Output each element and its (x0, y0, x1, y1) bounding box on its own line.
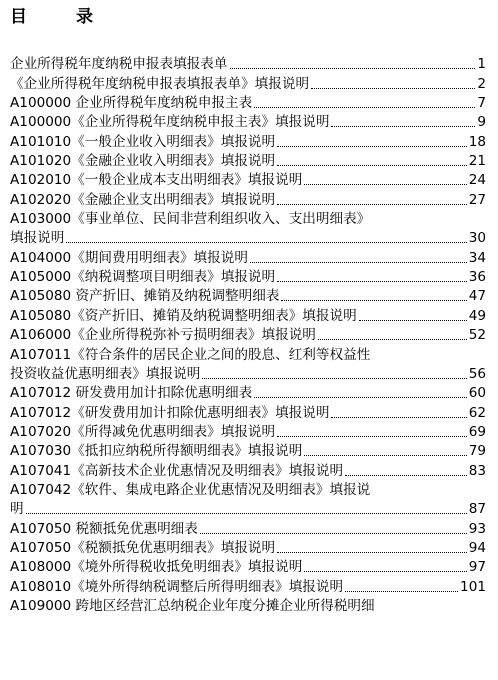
toc-entry[interactable] (10, 364, 486, 383)
toc-dot-leader (277, 204, 467, 205)
toc-entry-text: A101010《一般企业收入明细表》填报说明 (10, 133, 276, 150)
toc-entry[interactable] (10, 209, 486, 228)
toc-page-number: 56 (468, 365, 486, 382)
toc-entry[interactable] (10, 286, 486, 305)
toc-page-number: 52 (468, 327, 486, 344)
toc-entry-text: A107020《所得减免优惠明细表》填报说明 (10, 423, 276, 440)
toc-page-number: 79 (468, 443, 486, 460)
toc-dot-leader (277, 281, 467, 282)
toc-entry[interactable] (10, 151, 486, 170)
toc-dot-leader (281, 300, 466, 301)
toc-entry[interactable] (10, 538, 486, 557)
toc-heading: 目 录 (10, 7, 109, 27)
toc-page-number: 97 (468, 559, 486, 576)
toc-entry[interactable] (10, 247, 486, 266)
toc-entry-text: A107030《抵扣应纳税所得额明细表》填报说明 (10, 443, 303, 460)
toc-page-number: 27 (468, 191, 486, 208)
toc-entry-text: A100000 企业所得税年度纳税申报主表 (10, 95, 253, 112)
toc-entry[interactable] (10, 441, 486, 460)
toc-page-number: 69 (468, 423, 486, 440)
toc-entry-text: A103000《事业单位、民间非营利组织收入、支出明细表》 (10, 211, 371, 228)
toc-page-number: 21 (468, 153, 486, 170)
toc-dot-leader (200, 533, 467, 534)
toc-page-number: 9 (477, 114, 486, 131)
toc-entry[interactable] (10, 93, 486, 112)
toc-dot-leader (254, 107, 475, 108)
toc-entry-text: A108010《境外所得纳税调整后所得明细表》填报说明 (10, 578, 344, 595)
toc-entry-text: A107041《高新技术企业优惠情况及明细表》填报说明 (10, 462, 344, 479)
toc-entry[interactable] (10, 402, 486, 421)
toc-page-number: 34 (468, 249, 486, 266)
toc-dot-leader (202, 378, 466, 379)
toc-page-number: 36 (468, 269, 486, 286)
toc-entry[interactable] (10, 305, 486, 324)
toc-entry-text: A105000《纳税调整项目明细表》填报说明 (10, 269, 276, 286)
toc-dot-leader (331, 417, 466, 418)
toc-entry-text: A102010《一般企业成本支出明细表》填报说明 (10, 172, 303, 189)
toc-page-number: 2 (477, 75, 486, 92)
toc-dot-leader (304, 184, 466, 185)
toc-entry[interactable] (10, 267, 486, 286)
toc-entry[interactable] (10, 344, 486, 363)
toc-entry[interactable] (10, 54, 486, 73)
toc-list (10, 54, 486, 615)
toc-dot-leader (26, 513, 467, 514)
toc-dot-leader (230, 68, 476, 69)
toc-dot-leader (318, 339, 467, 340)
toc-page-number: 24 (468, 172, 486, 189)
toc-entry[interactable] (10, 499, 486, 518)
toc-entry-text: A104000《期间费用明细表》填报说明 (10, 249, 248, 266)
toc-page-number: 49 (468, 307, 486, 324)
toc-dot-leader (304, 571, 466, 572)
toc-entry-text: A105080 资产折旧、摊销及纳税调整明细表 (10, 288, 280, 305)
toc-entry-text: A105080《资产折旧、摊销及纳税调整明细表》填报说明 (10, 307, 357, 324)
toc-entry[interactable] (10, 228, 486, 247)
toc-entry[interactable] (10, 480, 486, 499)
toc-dot-leader (304, 455, 466, 456)
toc-page-number: 47 (468, 288, 486, 305)
toc-entry-text: A109000 跨地区经营汇总纳税企业年度分摊企业所得税明细 (10, 597, 375, 614)
toc-dot-leader (250, 262, 467, 263)
toc-dot-leader (331, 126, 475, 127)
toc-page-number: 7 (477, 95, 486, 112)
toc-entry-text: 投资收益优惠明细表》填报说明 (10, 365, 201, 382)
toc-entry[interactable] (10, 325, 486, 344)
toc-entry[interactable] (10, 112, 486, 131)
toc-dot-leader (277, 165, 467, 166)
toc-page-number: 94 (468, 539, 486, 556)
toc-page-number: 83 (468, 462, 486, 479)
toc-page-number: 60 (468, 385, 486, 402)
toc-dot-leader (345, 475, 467, 476)
toc-page-number: 62 (468, 404, 486, 421)
toc-dot-leader (345, 591, 458, 592)
toc-entry-text: A100000《企业所得税年度纳税申报主表》填报说明 (10, 114, 330, 131)
toc-entry[interactable] (10, 518, 486, 537)
toc-page-number: 30 (468, 230, 486, 247)
toc-dot-leader (254, 397, 466, 398)
toc-page-number: 1 (477, 56, 486, 73)
toc-entry-text: 《企业所得税年度纳税申报表填报表单》填报说明 (10, 75, 310, 92)
toc-entry[interactable] (10, 422, 486, 441)
toc-dot-leader (359, 320, 467, 321)
toc-entry-text: A106000《企业所得税弥补亏损明细表》填报说明 (10, 327, 316, 344)
toc-page-number: 101 (460, 578, 486, 595)
toc-dot-leader (277, 146, 467, 147)
toc-entry-text: A107050 税额抵免优惠明细表 (10, 520, 198, 537)
toc-entry[interactable] (10, 73, 486, 92)
toc-entry-text: 明 (10, 501, 24, 518)
toc-dot-leader (66, 242, 466, 243)
toc-entry-text: 填报说明 (10, 230, 65, 247)
toc-page-number: 18 (468, 133, 486, 150)
toc-entry[interactable] (10, 131, 486, 150)
toc-entry-text: A102020《金融企业支出明细表》填报说明 (10, 191, 276, 208)
toc-page-number: 87 (468, 501, 486, 518)
toc-entry-text: A107011《符合条件的居民企业之间的股息、红利等权益性 (10, 346, 371, 363)
toc-entry-text: A107042《软件、集成电路企业优惠情况及明细表》填报说 (10, 481, 371, 498)
toc-entry[interactable] (10, 596, 486, 615)
toc-entry[interactable] (10, 557, 486, 576)
toc-entry-text: A108000《境外所得税收抵免明细表》填报说明 (10, 559, 303, 576)
toc-page-number: 93 (468, 520, 486, 537)
toc-entry[interactable] (10, 576, 486, 595)
toc-entry-text: A101020《金融企业收入明细表》填报说明 (10, 153, 276, 170)
toc-entry-text: A107012 研发费用加计扣除优惠明细表 (10, 385, 253, 402)
toc-dot-leader (277, 552, 467, 553)
toc-entry[interactable] (10, 383, 486, 402)
toc-dot-leader (277, 436, 467, 437)
toc-entry[interactable] (10, 170, 486, 189)
toc-dot-leader (311, 88, 475, 89)
toc-entry[interactable] (10, 189, 486, 208)
toc-entry-text: A107012《研发费用加计扣除优惠明细表》填报说明 (10, 404, 330, 421)
toc-entry[interactable] (10, 460, 486, 479)
toc-entry-text: 企业所得税年度纳税申报表填报表单 (10, 56, 228, 73)
toc-entry-text: A107050《税额抵免优惠明细表》填报说明 (10, 539, 276, 556)
